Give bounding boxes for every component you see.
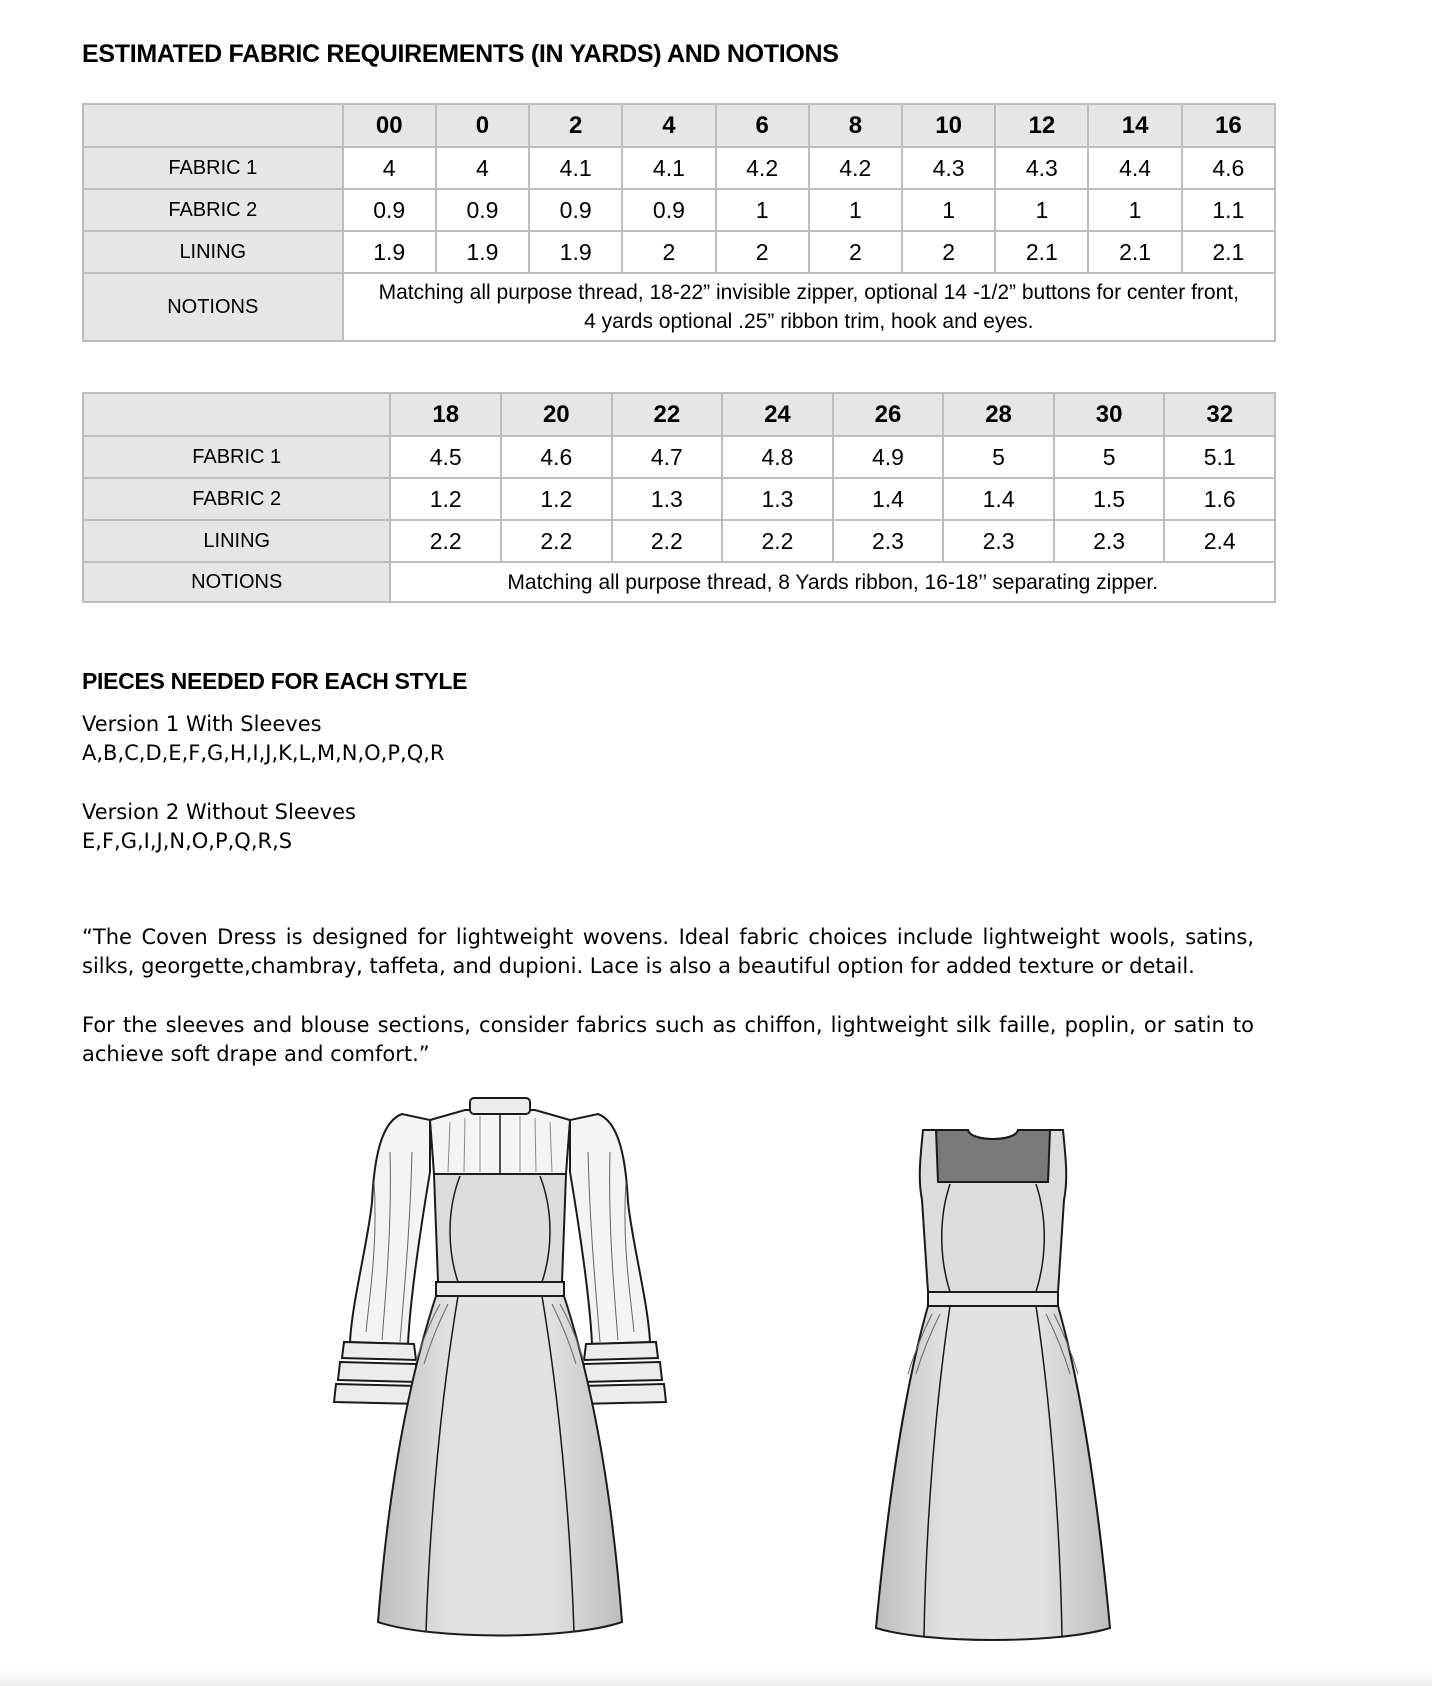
- yardage-cell: 2.2: [390, 520, 501, 562]
- yardage-cell: 5: [943, 436, 1054, 478]
- size-header: 26: [833, 393, 944, 436]
- yardage-cell: 2.1: [995, 231, 1088, 273]
- yardage-cell: 2.1: [1182, 231, 1275, 273]
- size-header: 22: [612, 393, 723, 436]
- yardage-cell: 4: [343, 147, 436, 189]
- page-bottom-edge: [0, 1670, 1432, 1686]
- yardage-cell: 0.9: [622, 189, 715, 231]
- version-2-piece-list: E,F,G,I,J,N,O,P,Q,R,S: [82, 829, 293, 853]
- size-header: 32: [1164, 393, 1275, 436]
- size-header: 0: [436, 104, 529, 147]
- notions-line: Matching all purpose thread, 18-22” invisible zipper, optional 14 -1/2” buttons for center front,: [378, 281, 1239, 304]
- yardage-cell: 4: [436, 147, 529, 189]
- yardage-cell: 1.3: [722, 478, 833, 520]
- yardage-cell: 2.4: [1164, 520, 1275, 562]
- row-label: FABRIC 1: [83, 436, 390, 478]
- size-header-row: [83, 393, 1275, 436]
- version-2-title: Version 2 Without Sleeves: [82, 800, 356, 824]
- yardage-cell: 4.2: [716, 147, 809, 189]
- yardage-cell: 2.3: [1054, 520, 1165, 562]
- size-header: 6: [716, 104, 809, 147]
- table-row: [83, 478, 1275, 520]
- version-1-title: Version 1 With Sleeves: [82, 712, 322, 736]
- yardage-cell: 0.9: [529, 189, 622, 231]
- yardage-cell: 0.9: [343, 189, 436, 231]
- fabric-table-large-sizes: [82, 392, 1276, 603]
- yardage-cell: 4.9: [833, 436, 944, 478]
- size-header: 8: [809, 104, 902, 147]
- yardage-cell: 1.9: [343, 231, 436, 273]
- yardage-cell: 1.9: [529, 231, 622, 273]
- yardage-cell: 2: [809, 231, 902, 273]
- table-row: [83, 147, 1275, 189]
- yardage-cell: 5.1: [1164, 436, 1275, 478]
- yardage-cell: 2: [716, 231, 809, 273]
- yardage-cell: 1.1: [1182, 189, 1275, 231]
- dress-with-sleeves-illustration: [330, 1092, 670, 1652]
- yardage-cell: 4.5: [390, 436, 501, 478]
- yardage-cell: 1: [809, 189, 902, 231]
- yardage-cell: 0.9: [436, 189, 529, 231]
- sleeveless-dress-illustration: [858, 1120, 1128, 1650]
- size-header-row: [83, 104, 1275, 147]
- yardage-cell: 1.9: [436, 231, 529, 273]
- row-label: NOTIONS: [83, 562, 390, 602]
- yardage-cell: 4.3: [902, 147, 995, 189]
- size-header: 00: [343, 104, 436, 147]
- size-header: 24: [722, 393, 833, 436]
- row-label: LINING: [83, 520, 390, 562]
- yardage-cell: 4.1: [529, 147, 622, 189]
- yardage-cell: 1.2: [390, 478, 501, 520]
- version-1-piece-list: A,B,C,D,E,F,G,H,I,J,K,L,M,N,O,P,Q,R: [82, 741, 445, 765]
- yardage-cell: 1: [1088, 189, 1181, 231]
- notions-text: [343, 273, 1275, 341]
- header-corner-cell: [83, 104, 343, 147]
- size-header: 28: [943, 393, 1054, 436]
- yardage-cell: 5: [1054, 436, 1165, 478]
- yardage-cell: 2.2: [722, 520, 833, 562]
- size-header: 16: [1182, 104, 1275, 147]
- notions-row: [83, 562, 1275, 602]
- yardage-cell: 2: [902, 231, 995, 273]
- table-row: [83, 436, 1275, 478]
- yardage-cell: 4.7: [612, 436, 723, 478]
- yardage-cell: 1.2: [501, 478, 612, 520]
- yardage-cell: 4.8: [722, 436, 833, 478]
- size-header: 30: [1054, 393, 1165, 436]
- yardage-cell: 1.5: [1054, 478, 1165, 520]
- yardage-cell: 2.2: [501, 520, 612, 562]
- size-header: 12: [995, 104, 1088, 147]
- size-header: 4: [622, 104, 715, 147]
- yardage-cell: 2.3: [833, 520, 944, 562]
- row-label: NOTIONS: [83, 273, 343, 341]
- yardage-cell: 1.4: [833, 478, 944, 520]
- size-header: 14: [1088, 104, 1181, 147]
- row-label: LINING: [83, 231, 343, 273]
- yardage-cell: 1.6: [1164, 478, 1275, 520]
- yardage-cell: 4.2: [809, 147, 902, 189]
- yardage-cell: 4.4: [1088, 147, 1181, 189]
- size-header: 20: [501, 393, 612, 436]
- row-label: FABRIC 2: [83, 189, 343, 231]
- yardage-cell: 1.4: [943, 478, 1054, 520]
- row-label: FABRIC 1: [83, 147, 343, 189]
- yardage-cell: 1.3: [612, 478, 723, 520]
- yardage-cell: 4.6: [1182, 147, 1275, 189]
- table-row: [83, 231, 1275, 273]
- header-corner-cell: [83, 393, 390, 436]
- notions-line: 4 yards optional .25” ribbon trim, hook and eyes.: [584, 310, 1034, 333]
- yardage-cell: 1: [716, 189, 809, 231]
- fabric-requirements-heading: ESTIMATED FABRIC REQUIREMENTS (IN YARDS) AND NOTIONS: [82, 40, 839, 68]
- sleeve-fabric-paragraph: For the sleeves and blouse sections, consider fabrics such as chiffon, lightweight silk faille, poplin, or satin to achieve soft drape and comfort.”: [82, 1013, 1254, 1066]
- version-1-pieces: [82, 710, 445, 768]
- yardage-cell: 2: [622, 231, 715, 273]
- yardage-cell: 1: [995, 189, 1088, 231]
- row-label: FABRIC 2: [83, 478, 390, 520]
- yardage-cell: 2.1: [1088, 231, 1181, 273]
- notions-text: Matching all purpose thread, 8 Yards ribbon, 16-18’’ separating zipper.: [390, 562, 1275, 602]
- yardage-cell: 4.1: [622, 147, 715, 189]
- size-header: 2: [529, 104, 622, 147]
- fabric-description-paragraph: “The Coven Dress is designed for lightweight wovens. Ideal fabric choices include lightweight wools, satins, silks, georgette,chambray, taffeta, and dupioni. Lace is also a beautiful option for added texture or detail.: [82, 925, 1254, 978]
- size-header: 18: [390, 393, 501, 436]
- version-2-pieces: [82, 798, 356, 856]
- table-row: [83, 520, 1275, 562]
- pieces-heading: PIECES NEEDED FOR EACH STYLE: [82, 668, 468, 694]
- table-row: [83, 189, 1275, 231]
- size-header: 10: [902, 104, 995, 147]
- yardage-cell: 4.3: [995, 147, 1088, 189]
- yardage-cell: 1: [902, 189, 995, 231]
- fabric-table-small-sizes: [82, 103, 1276, 342]
- yardage-cell: 2.3: [943, 520, 1054, 562]
- notions-row: [83, 273, 1275, 341]
- yardage-cell: 4.6: [501, 436, 612, 478]
- yardage-cell: 2.2: [612, 520, 723, 562]
